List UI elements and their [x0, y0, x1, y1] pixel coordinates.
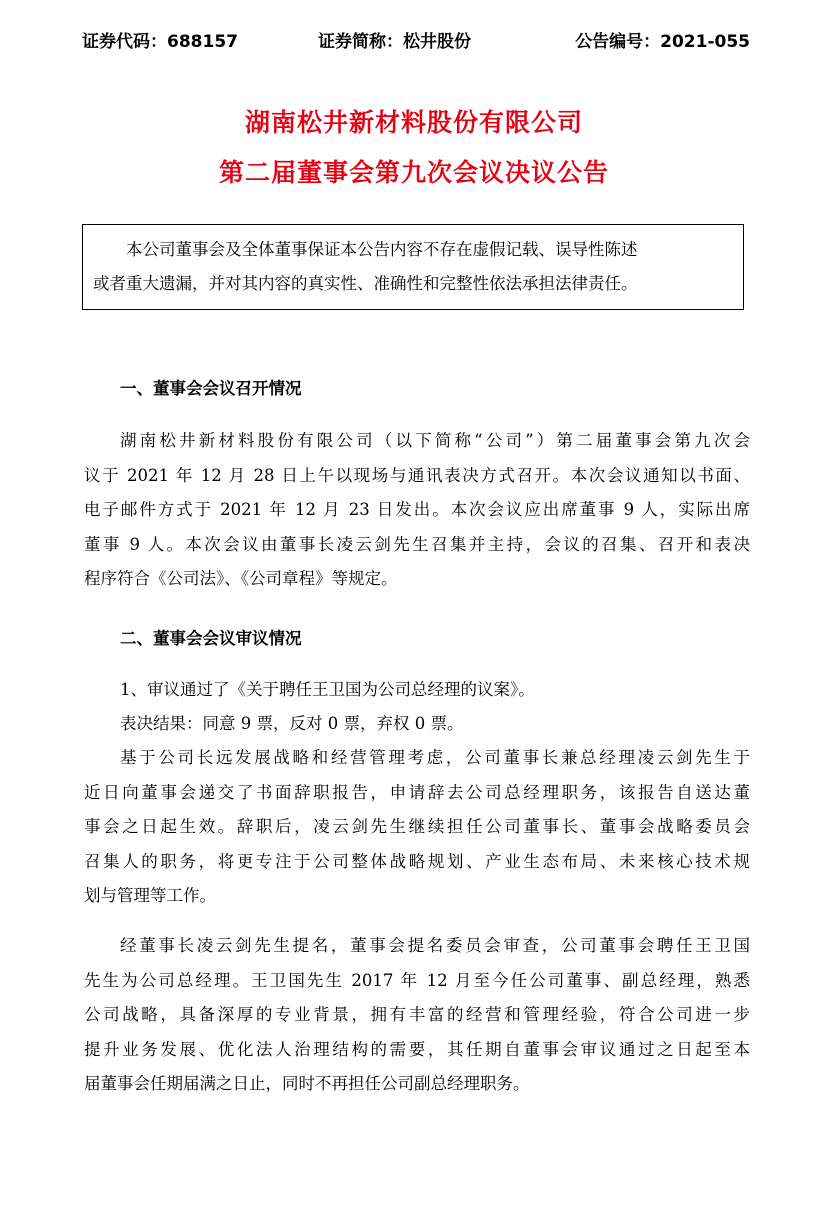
paragraph-line: 届董事会任期届满之日止，同时不再担任公司副总经理职务。: [84, 1074, 530, 1093]
paragraph-line: 事会之日起生效。辞职后，凌云剑先生继续担任公司董事长、董事会战略委员会: [84, 817, 750, 836]
disclaimer-box: [82, 224, 744, 310]
document-header: [82, 28, 750, 56]
paragraph-line: 划与管理等工作。: [84, 886, 216, 905]
appointment-paragraph: [84, 929, 750, 1102]
paragraph-line: 基于公司长远发展战略和经营管理考虑，公司董事长兼总经理凌云剑先生于: [120, 748, 750, 767]
stock-code: 证券代码：688157: [82, 32, 238, 52]
vote-result: [84, 707, 750, 742]
stock-abbreviation: 证券简称：松井股份: [318, 32, 471, 52]
disclaimer-line: 本公司董事会及全体董事保证本公告内容不存在虚假记载、误导性陈述: [126, 240, 638, 259]
section-heading-meeting: 一、董事会会议召开情况: [120, 379, 302, 398]
section-heading-review: 二、董事会会议审议情况: [120, 629, 302, 648]
resolution-item: [84, 673, 750, 708]
paragraph-line: 议于 2021 年 12 月 28 日上午以现场与通讯表决方式召开。本次会议通知以书面、: [84, 465, 750, 485]
paragraph-line: 经董事长凌云剑先生提名，董事会提名委员会审查，公司董事会聘任王卫国: [120, 936, 750, 955]
disclaimer-line: 或者重大遗漏，并对其内容的真实性、准确性和完整性依法承担法律责任。: [93, 274, 638, 293]
meeting-paragraph: [84, 424, 750, 597]
paragraph-line: 董事 9 人。本次会议由董事长凌云剑先生召集并主持，会议的召集、召开和表决: [84, 534, 750, 554]
paragraph-line: 表决结果：同意 9 票，反对 0 票，弃权 0 票。: [120, 714, 464, 733]
notice-number: 公告编号：2021-055: [575, 32, 750, 52]
company-title: 湖南松井新材料股份有限公司: [244, 108, 583, 137]
paragraph-line: 1、审议通过了《关于聘任王卫国为公司总经理的议案》。: [120, 680, 535, 699]
resignation-paragraph: [84, 741, 750, 914]
paragraph-line: 公司战略，具备深厚的专业背景，拥有丰富的经营和管理经验，符合公司进一步: [84, 1005, 750, 1024]
paragraph-line: 湖南松井新材料股份有限公司（以下简称“公司”）第二届董事会第九次会: [120, 431, 750, 450]
paragraph-line: 先生为公司总经理。王卫国先生 2017 年 12 月至今任公司董事、副总经理，熟悉: [84, 970, 750, 990]
announcement-title: 第二届董事会第九次会议决议公告: [218, 158, 609, 187]
paragraph-line: 电子邮件方式于 2021 年 12 月 23 日发出。本次会议应出席董事 9 人，实际出席: [84, 500, 750, 519]
paragraph-line: 召集人的职务，将更专注于公司整体战略规划、产业生态布局、未来核心技术规: [84, 851, 750, 871]
paragraph-line: 程序符合《公司法》、《公司章程》等规定。: [84, 569, 398, 588]
paragraph-line: 提升业务发展、优化法人治理结构的需要，其任期自董事会审议通过之日起至本: [84, 1039, 750, 1059]
paragraph-line: 近日向董事会递交了书面辞职报告，申请辞去公司总经理职务，该报告自送达董: [84, 782, 750, 802]
